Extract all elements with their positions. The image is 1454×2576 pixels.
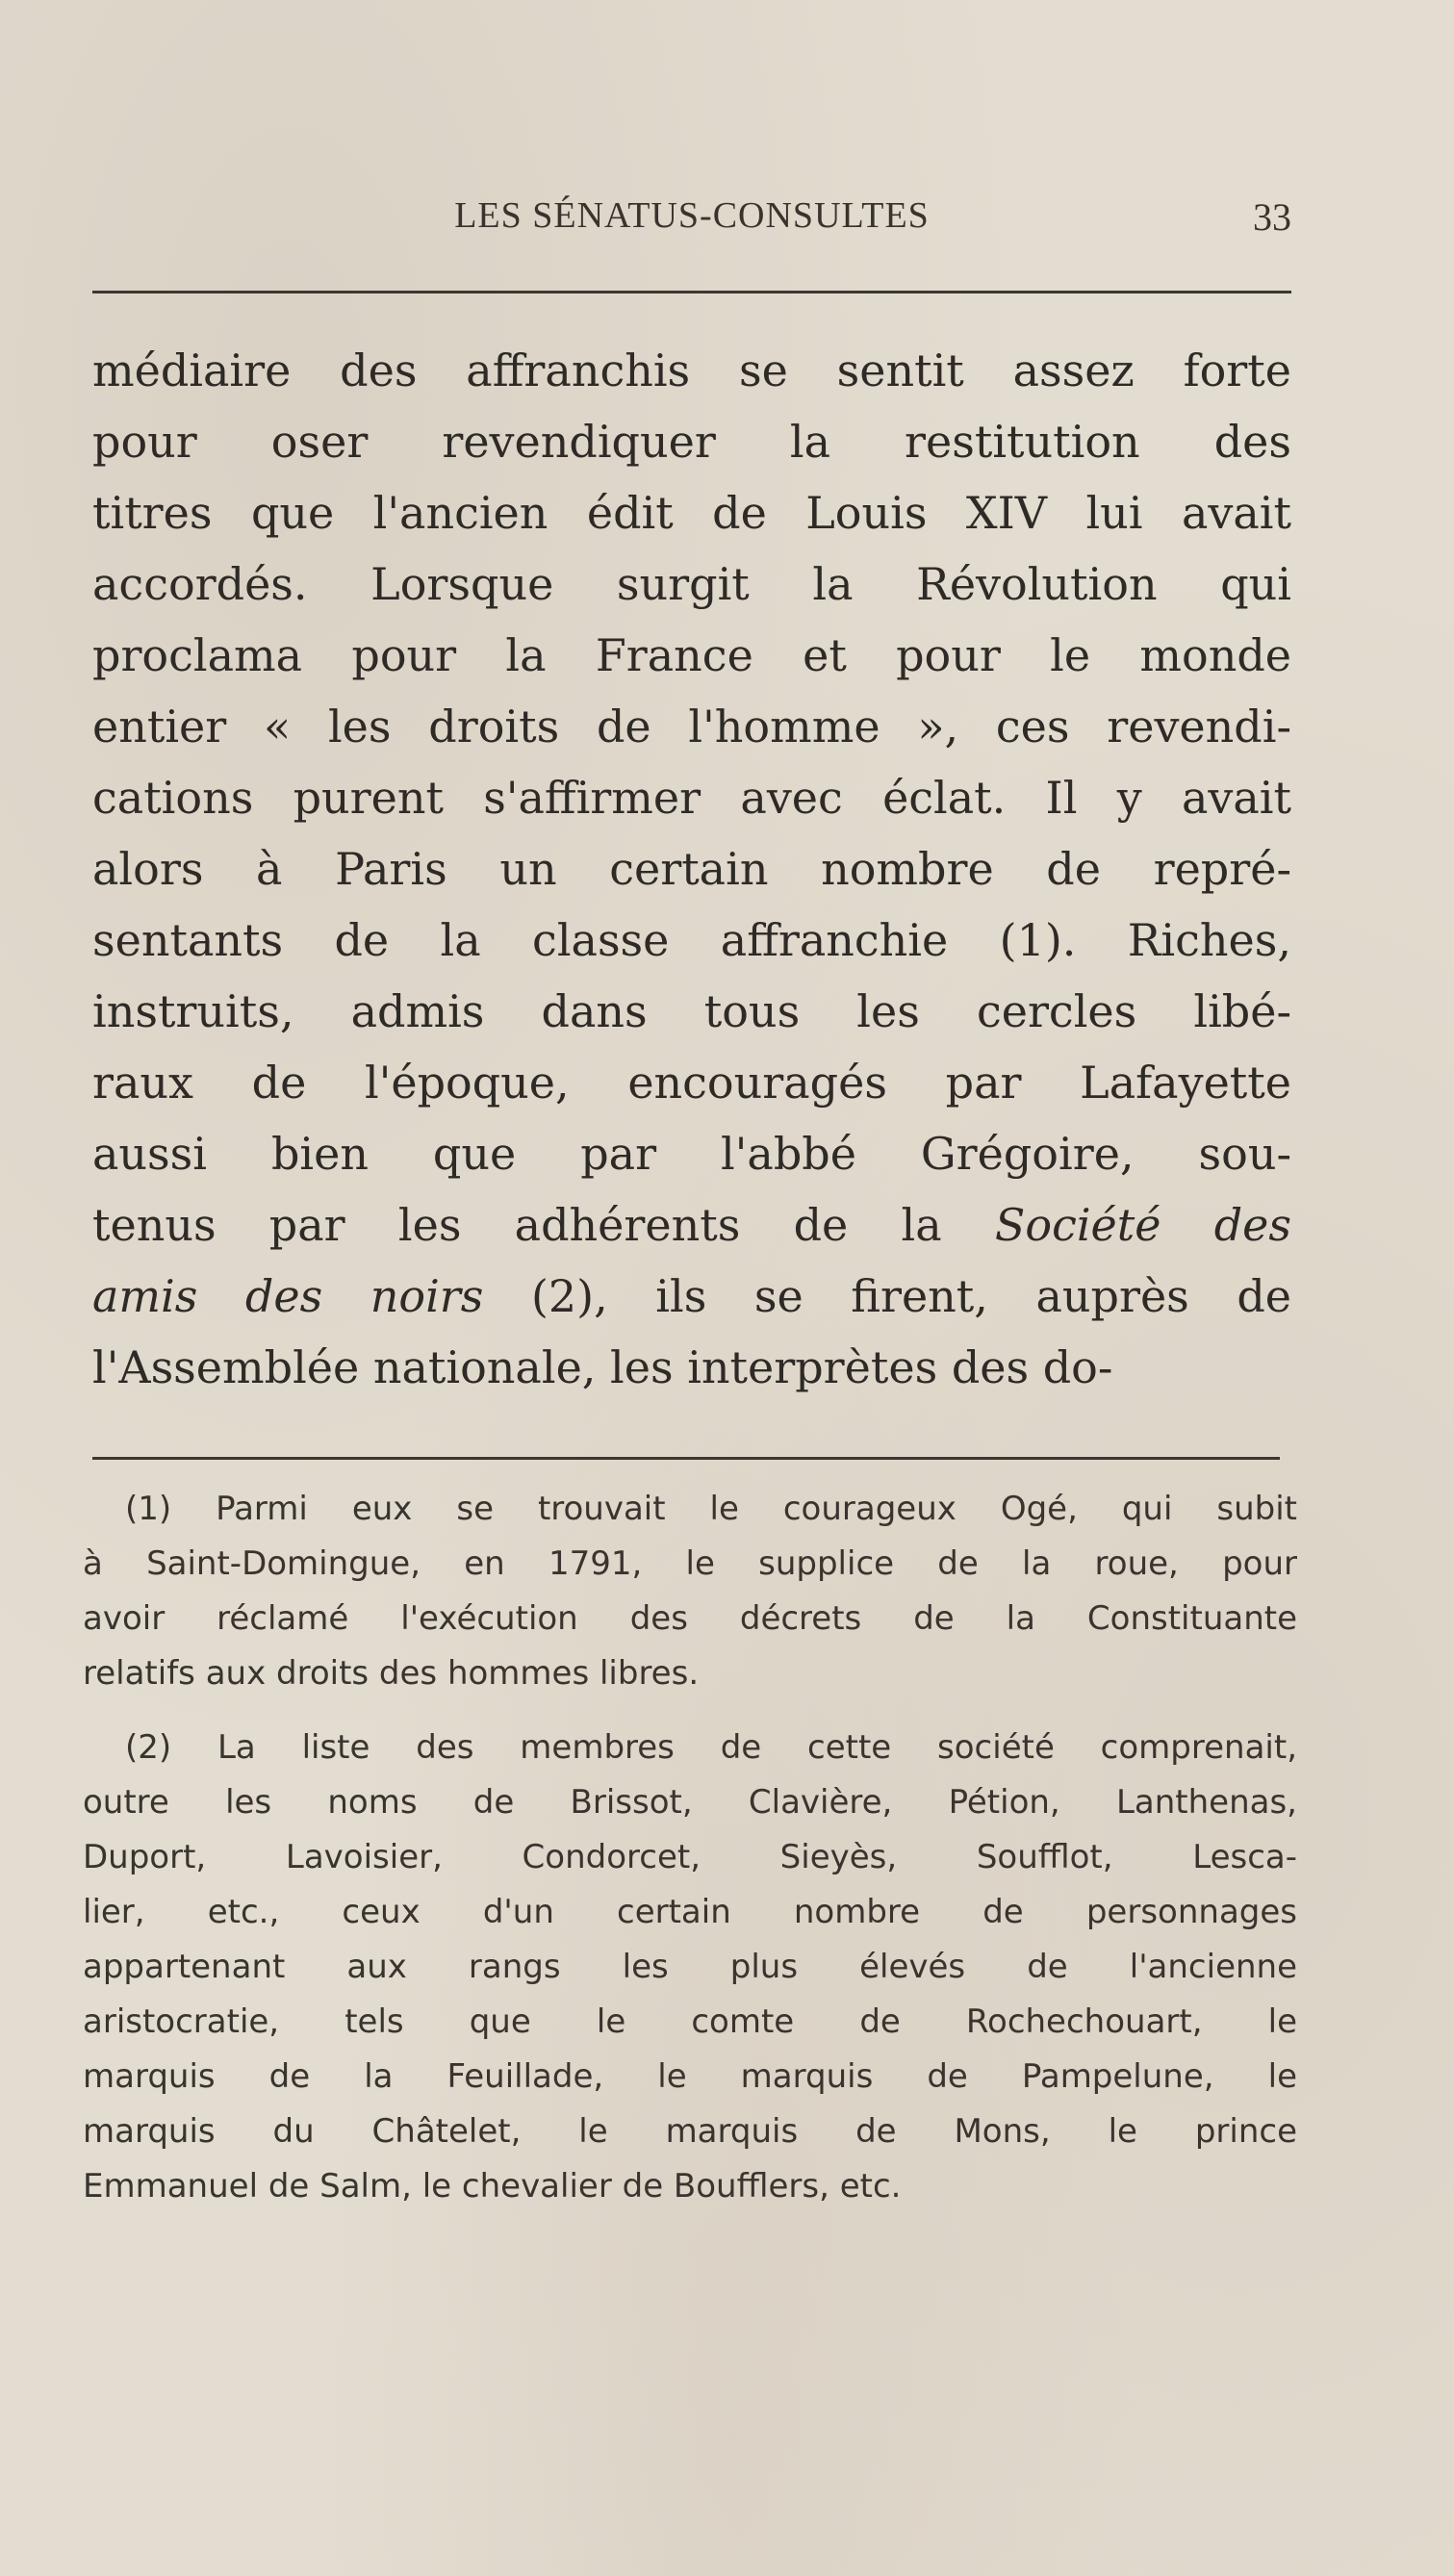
body-line: alors à Paris un certain nombre de repré-: [92, 843, 1291, 895]
footnote-line: outre les noms de Brissot, Clavière, Pétion, Lanthenas,: [83, 1783, 1297, 1822]
footnote-1: [83, 1482, 1297, 1701]
footnote-line: avoir réclamé l'exécution des décrets de la Constituante: [83, 1599, 1297, 1638]
body-line-with-italic: [92, 1261, 1291, 1332]
footnote-line: marquis de la Feuillade, le marquis de Pampelune, le: [83, 2057, 1297, 2096]
body-line: cations purent s'affirmer avec éclat. Il y avait: [92, 772, 1291, 824]
italic-society-name-cont: amis des noirs: [92, 1270, 484, 1322]
footnote-line: relatifs aux droits des hommes libres.: [83, 1654, 700, 1693]
running-title: LES SÉNATUS-CONSULTES: [454, 195, 930, 236]
page-number: 33: [1253, 195, 1291, 239]
body-line: pour oser revendiquer la restitution des: [92, 416, 1291, 468]
body-line: accordés. Lorsque surgit la Révolution qui: [92, 558, 1291, 610]
body-line: aussi bien que par l'abbé Grégoire, sou-: [92, 1128, 1291, 1180]
body-line-text: tenus par les adhérents de la: [92, 1199, 942, 1251]
header-rule: [92, 291, 1291, 293]
footnote-line: à Saint-Domingue, en 1791, le supplice de la roue, pour: [83, 1544, 1297, 1583]
running-header: [92, 194, 1291, 252]
body-line-text: (2), ils se firent, auprès de: [530, 1270, 1291, 1322]
body-text: [92, 335, 1291, 1403]
footnote-line: appartenant aux rangs les plus élevés de l'ancienne: [83, 1948, 1297, 1986]
body-line: médiaire des affranchis se sentit assez forte: [92, 344, 1291, 396]
body-line: proclama pour la France et pour le monde: [92, 629, 1291, 681]
footnote-line: Emmanuel de Salm, le chevalier de Boufflers, etc.: [83, 2167, 902, 2206]
body-line: titres que l'ancien édit de Louis XIV lui avait: [92, 487, 1291, 539]
footnote-line: aristocratie, tels que le comte de Rochechouart, le: [83, 2002, 1297, 2041]
body-line: l'Assemblée nationale, les interprètes des do-: [92, 1341, 1113, 1393]
body-line: entier « les droits de l'homme », ces revendi-: [92, 701, 1291, 752]
footnote-2: [83, 1721, 1297, 2214]
footnote-line: (2) La liste des membres de cette société comprenait,: [125, 1728, 1297, 1767]
footnote-rule: [92, 1457, 1280, 1460]
footnote-line: marquis du Châtelet, le marquis de Mons, le prince: [83, 2112, 1297, 2151]
body-line: sentants de la classe affranchie (1). Riches,: [92, 914, 1291, 966]
footnote-line: Duport, Lavoisier, Condorcet, Sieyès, Soufflot, Lesca-: [83, 1838, 1297, 1876]
body-line: instruits, admis dans tous les cercles libé-: [92, 985, 1291, 1037]
body-line: raux de l'époque, encouragés par Lafayette: [92, 1057, 1291, 1109]
footnote-line: lier, etc., ceux d'un certain nombre de personnages: [83, 1893, 1297, 1931]
body-line-with-italic: [92, 1189, 1291, 1261]
italic-society-name: Société des: [994, 1199, 1291, 1251]
footnotes: [83, 1482, 1297, 2233]
footnote-line: (1) Parmi eux se trouvait le courageux Ogé, qui subit: [125, 1490, 1297, 1528]
